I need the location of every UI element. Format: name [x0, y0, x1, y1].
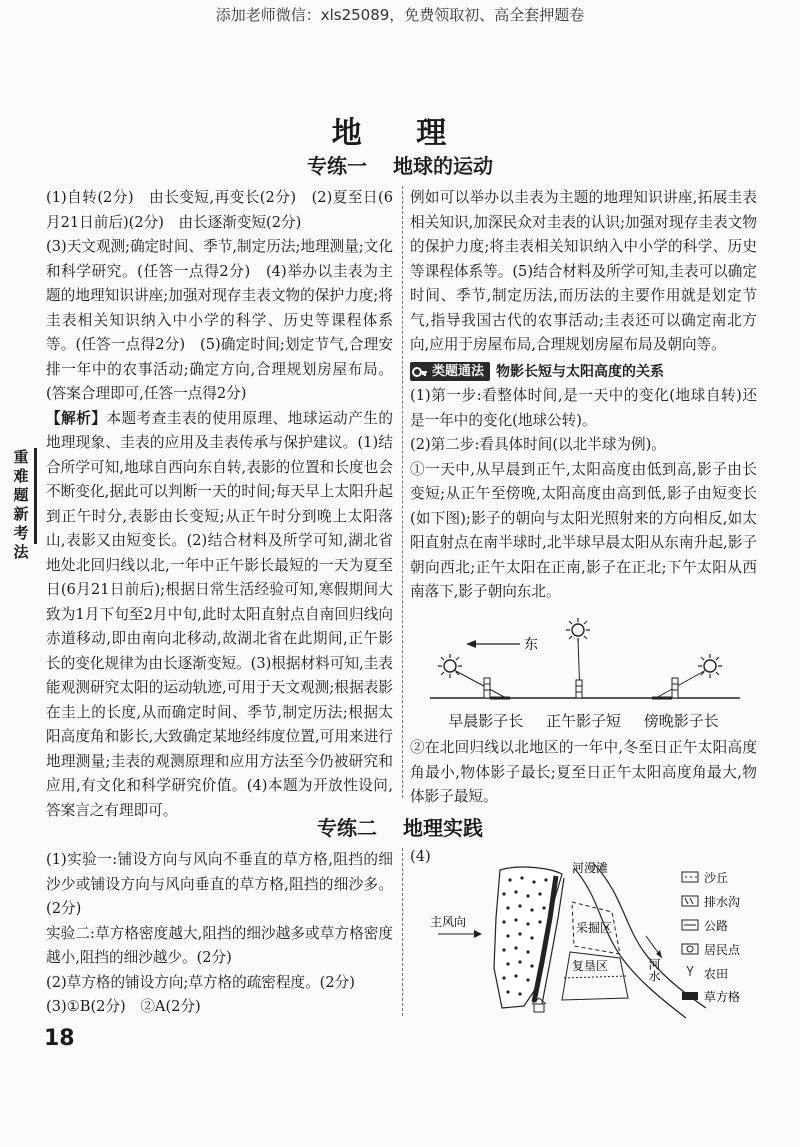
column-divider	[402, 848, 403, 1016]
label-river: 河水	[647, 958, 661, 982]
sun-icon	[698, 654, 722, 678]
answer-column-right	[410, 186, 757, 605]
label-main-wind: 主风向	[430, 915, 467, 929]
legend-drainage: 排水沟	[704, 895, 741, 909]
section-title-2	[0, 812, 800, 841]
legend-farmland: 农田	[704, 967, 729, 981]
section-number: 专练二	[317, 816, 377, 840]
method-title: 物影长短与太阳高度的关系	[496, 363, 665, 380]
map-legend	[682, 870, 741, 1004]
method-step: (2)第二步:看具体时间(以北半球为例)。	[410, 436, 666, 453]
answer-paragraph: (3)天文观测;确定时间、季节,制定历法;地理测量;文化和科学研究。(任答一点得2分) (4)举办以圭表为主题的地理知识讲座;加强对现存圭表文物的保护力度;将圭表相关知识纳入中小学的科学、历史等课程体系等。(任答一点得2分) (5)确定时间;划定节气,合理安排一年中的农事活动;确定方向,合理规划房屋布局。(答案合理即可,任答一点得2分)	[46, 238, 393, 402]
legend-settlement: 居民点	[704, 943, 741, 957]
caption-noon: 正午影子短	[545, 712, 621, 730]
method-step: ②在北回归线以北地区的一年中,冬至日正午太阳高度角最小,物体影子最长;夏至日正午太阳高度角最大,物体影子最短。	[410, 739, 757, 805]
pole-evening	[672, 678, 678, 698]
method-summary	[410, 736, 757, 810]
analysis-paragraph	[46, 407, 393, 824]
legend-dune: 沙丘	[704, 871, 729, 885]
answer-paragraph: (1)实验一:铺设方向与风向不垂直的草方格,阻挡的细沙少或铺设方向与风向垂直的草方格,阻挡的细沙多。(2分)	[46, 851, 393, 917]
label-mining: 采掘区	[576, 921, 613, 935]
method-step: ①一天中,从早晨到正午,太阳高度由低到高,影子由长变短;从正午至傍晚,太阳高度由高到低,影子由短变长(如下图);影子的朝向与太阳光照射来的方向相反,如太阳直射点在南半球时,北半球早晨太阳从东南升起,影子朝向西北;正午太阳在正南,影子在正北;下午太阳从西南落下,影子朝向东北。	[410, 460, 757, 600]
caption-morning: 早晨影子长	[448, 712, 524, 730]
side-bar	[34, 448, 37, 544]
pole-morning	[484, 678, 490, 698]
answer-paragraph: (3)①B(2分) ②A(2分)	[46, 998, 201, 1015]
caption-evening: 傍晚影子长	[643, 712, 719, 730]
practice-answers	[46, 848, 393, 1020]
question-4-label: (4)	[410, 848, 431, 865]
river-bank-east	[594, 864, 706, 1008]
east-label: 东	[524, 637, 538, 653]
analysis-tag: 【解析】	[46, 409, 107, 427]
analysis-continued: 例如可以举办以圭表为主题的地理知识讲座,拓展圭表相关知识,加深民众对圭表的认识;加强对现存圭表文物的保护力度;将圭表相关知识纳入中小学的科学、历史等课程体系等。(5)结合材料及所学可知,圭表可以确定时间、季节,制定历法,而历法的主要作用就是划定节气,指导我国古代的农事活动;圭表还可以确定南北方向,应用于房屋布局,合理规划房屋布局及朝向等。	[410, 189, 757, 353]
page-number: 18	[44, 1026, 75, 1051]
shadow-caption	[410, 710, 757, 731]
land-use-map	[424, 858, 764, 1028]
river-bank-west	[574, 868, 686, 1018]
section-number: 专练一	[307, 154, 367, 178]
answer-paragraph: (1)自转(2分) 由长变短,再变长(2分) (2)夏至日(6月21日前后)(2分) 由长逐渐变短(2分)	[46, 189, 393, 231]
label-floodplain: 河漫滩	[572, 861, 609, 875]
method-step: (1)第一步:看整体时间,是一天中的变化(地球自转)还是一年中的变化(地球公转)。	[410, 387, 757, 429]
light-ray	[656, 670, 706, 698]
answer-paragraph: (2)草方格的铺设方向;草方格的疏密程度。(2分)	[46, 973, 355, 991]
label-reclaim: 复垦区	[572, 959, 609, 973]
answer-column-left	[46, 186, 393, 823]
light-ray	[454, 670, 506, 698]
analysis-text: 本题考查圭表的使用原理、地球运动产生的地理现象、圭表的应用及圭表传承与保护建议。(1)结合所学可知,地球自西向东自转,表影的位置和长度也会不断变化,据此可以判断一天的时间;每天早上太阳升起到正午时分,表影由长变短;从正午时分到晚上太阳落山,表影又由短变长。(2)结合材料及所学可知,湖北省地处北回归线以北,一年中正午影长最短的一天为夏至日(6月21日前后);根据日常生活经验可知,寒假期间大致为1月下旬至2月中旬,此时太阳直射点自南回归线向赤道移动,即由南向北移动,故湖北省在此期间,正午影长的变化规律为由长逐渐变短。(3)根据材料可知,圭表能观测研究太阳的运动轨迹,可用于天文观测;根据表影在圭上的长度,从而确定时间、季节,制定历法;根据太阳高度角和影长,大致确定某地经纬度位置,可用来进行地理测量;圭表的观测原理和应用方法至今仍被研究和应用,有文化和科学研究价值。(4)本题为开放性设问,答案言之有理即可。	[46, 409, 393, 819]
section-name: 地球的运动	[393, 154, 493, 178]
legend-grass-grid: 草方格	[704, 990, 741, 1004]
legend-road: 公路	[704, 919, 729, 933]
section-name: 地理实践	[403, 816, 483, 840]
sun-icon	[438, 654, 462, 678]
method-badge-text: 类题通法	[432, 363, 485, 379]
drainage-ditch	[564, 976, 626, 978]
east-arrow	[466, 640, 520, 648]
pole-noon	[576, 680, 582, 698]
method-heading	[410, 360, 757, 385]
page-title: 地 理	[331, 116, 469, 151]
section-title-1	[0, 150, 800, 179]
method-badge	[410, 362, 490, 381]
column-divider	[402, 186, 403, 798]
promo-banner: 添加老师微信：xls25089，免费领取初、高全套押题卷	[215, 6, 585, 24]
side-category-label: 重难题新考法	[13, 448, 29, 561]
key-icon	[412, 365, 428, 379]
answer-paragraph: 实验二:草方格密度越大,阻挡的细沙越多或草方格密度越小,阻挡的细沙越少。(2分)	[46, 924, 393, 966]
